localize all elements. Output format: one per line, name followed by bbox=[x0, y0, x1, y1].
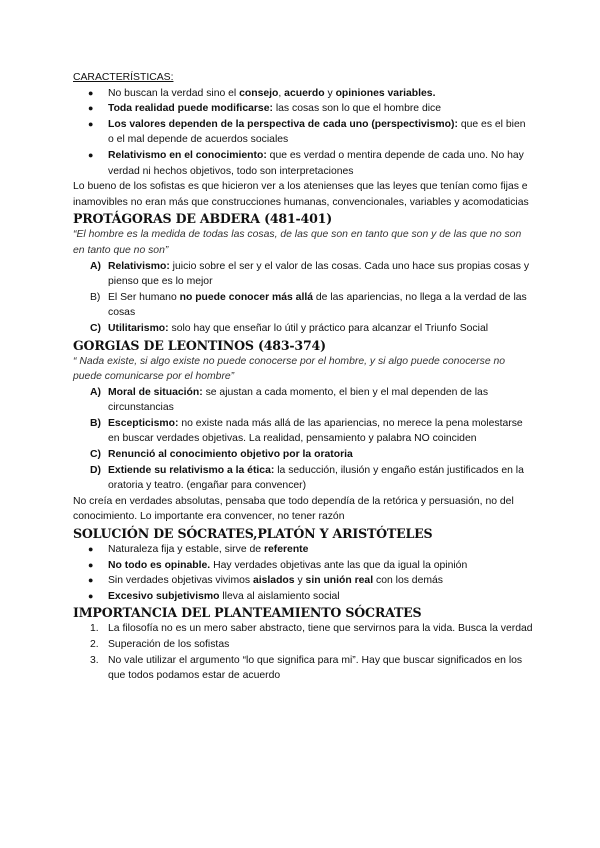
item-bold: sin unión real bbox=[305, 575, 374, 587]
item-bold: Extiende su relativismo a la ética: bbox=[108, 464, 275, 476]
list-item bbox=[90, 321, 533, 337]
list-marker: 1. bbox=[90, 623, 99, 635]
item-text: y bbox=[324, 87, 336, 99]
importancia-list bbox=[73, 621, 533, 683]
item-text: juicio sobre el ser y el valor de las cosas. Cada uno hace sus propias cosas y pienso que es lo mejor bbox=[108, 260, 530, 288]
item-text: El Ser humano bbox=[108, 291, 180, 303]
item-bold: Relativismo en el conocimiento: bbox=[108, 149, 267, 161]
item-text: que es verdad o mentira depende de cada uno. No hay verdad ni hechos objetivos, todo son interpretaciones bbox=[108, 149, 524, 177]
list-marker: 3. bbox=[90, 654, 99, 666]
item-bold: No todo es opinable. bbox=[108, 559, 211, 571]
item-text: Superación de los sofistas bbox=[108, 639, 230, 650]
item-text: y bbox=[294, 575, 306, 587]
list-marker: C) bbox=[90, 449, 101, 461]
item-bold: Moral de situación: bbox=[108, 386, 203, 398]
item-text: No buscan la verdad sino el bbox=[108, 87, 240, 99]
list-item bbox=[108, 542, 533, 558]
list-item bbox=[90, 653, 533, 684]
list-item bbox=[90, 259, 533, 290]
item-bold: Renunció al conocimiento objetivo por la oratoria bbox=[108, 449, 353, 461]
section-title-caracteristicas: CARACTERÍSTICAS: bbox=[73, 72, 174, 83]
caracteristicas-list bbox=[73, 86, 533, 180]
document-page bbox=[73, 70, 533, 684]
item-bold: Utilitarismo: bbox=[108, 322, 169, 334]
item-bold: Escepticismo: bbox=[108, 417, 179, 429]
heading-importancia: IMPORTANCIA DEL PLANTEAMIENTO SÓCRATES bbox=[73, 605, 422, 621]
item-text: lleva al aislamiento social bbox=[219, 590, 340, 602]
item-text: las cosas son lo que el hombre dice bbox=[272, 103, 442, 115]
list-item bbox=[108, 148, 533, 179]
heading-solucion: SOLUCIÓN DE SÓCRATES,PLATÓN Y ARISTÓTELES bbox=[73, 526, 433, 542]
item-bold: Excesivo subjetivismo bbox=[108, 590, 220, 602]
item-bold: no puede conocer más allá bbox=[179, 291, 314, 303]
list-item bbox=[90, 385, 533, 416]
item-text: solo hay que enseñar lo útil y práctico para alcanzar el Triunfo Social bbox=[168, 322, 489, 334]
quote-protagoras: “El hombre es la medida de todas las cosas, de las que son en tanto que son y de las que no son en tanto que no son” bbox=[73, 229, 522, 256]
item-bold: opiniones variables. bbox=[335, 87, 436, 99]
item-text: Naturaleza fija y estable, sirve de bbox=[108, 544, 264, 556]
list-marker: A) bbox=[90, 386, 101, 398]
solucion-list bbox=[73, 542, 533, 604]
list-item bbox=[108, 558, 533, 574]
item-text: No vale utilizar el argumento “lo que significa para mi”. Hay que buscar significados en los que todos podamos estar de acuerdo bbox=[108, 654, 523, 682]
item-bold: Los valores dependen de la perspectiva de cada uno (perspectivismo): bbox=[108, 118, 458, 130]
list-item bbox=[90, 416, 533, 447]
list-item bbox=[108, 589, 533, 605]
list-item bbox=[90, 463, 533, 494]
item-bold: Toda realidad puede modificarse: bbox=[108, 103, 273, 115]
list-marker: D) bbox=[90, 464, 101, 476]
item-text: Sin verdades objetivas vivimos bbox=[108, 575, 253, 587]
intro-paragraph: Lo bueno de los sofistas es que hicieron ver a los atenienses que las leyes que tenían como fijas e inamovibles no eran más que construcciones humanas, convencionales, variables y acomodaticias bbox=[73, 181, 529, 208]
item-text: Hay verdades objetivas ante las que da igual la opinión bbox=[210, 559, 468, 571]
list-marker: B) bbox=[90, 291, 101, 303]
item-text: la seducción, ilusión y engaño están justificados en la oratoria y teatro. (engañar para convencer) bbox=[108, 464, 524, 492]
gorgias-list bbox=[73, 385, 533, 494]
item-text: no existe nada más allá de las apariencias, no merece la pena molestarse en buscar verdades objetivas. La realidad, pensamiento y palabra NO coinciden bbox=[108, 417, 523, 445]
heading-protagoras: PROTÁGORAS DE ABDERA (481-401) bbox=[73, 211, 332, 227]
item-text: que es el bien o el mal depende de acuerdos sociales bbox=[108, 118, 526, 146]
item-text: se ajustan a cada momento, el bien y el mal dependen de las circunstancias bbox=[108, 386, 489, 414]
list-marker: C) bbox=[90, 322, 101, 334]
item-text: La filosofía no es un mero saber abstracto, tiene que servirnos para la vida. Busca la verdad bbox=[108, 623, 533, 635]
item-bold: aislados bbox=[252, 575, 295, 587]
list-item bbox=[108, 86, 533, 102]
list-item bbox=[90, 290, 533, 321]
list-item bbox=[90, 637, 533, 653]
list-item bbox=[108, 101, 533, 117]
item-bold: referente bbox=[263, 544, 309, 556]
item-bold: acuerdo bbox=[284, 87, 325, 99]
list-marker: 2. bbox=[90, 639, 99, 650]
heading-gorgias: GORGIAS DE LEONTINOS (483-374) bbox=[73, 337, 326, 353]
item-text: de las apariencias, no llega a la verdad de las cosas bbox=[108, 291, 527, 319]
item-bold: consejo bbox=[239, 87, 279, 99]
gorgias-closing-paragraph: No creía en verdades absolutas, pensaba que todo dependía de la retórica y persuasión, no del conocimiento. Lo importante era convencer, no tener razón bbox=[73, 495, 514, 523]
list-item bbox=[90, 621, 533, 637]
item-bold: Relativismo: bbox=[108, 260, 170, 272]
list-marker: B) bbox=[90, 417, 101, 429]
list-item bbox=[108, 573, 533, 589]
quote-gorgias: “ Nada existe, si algo existe no puede conocerse por el hombre, y si algo puede conocerse no puede comunicarse por el hombre” bbox=[73, 355, 506, 383]
list-item bbox=[90, 447, 533, 463]
protagoras-list bbox=[73, 259, 533, 337]
list-item bbox=[108, 117, 533, 148]
item-text: , bbox=[278, 87, 285, 99]
item-text: con los demás bbox=[373, 575, 443, 587]
list-marker: A) bbox=[90, 260, 101, 272]
